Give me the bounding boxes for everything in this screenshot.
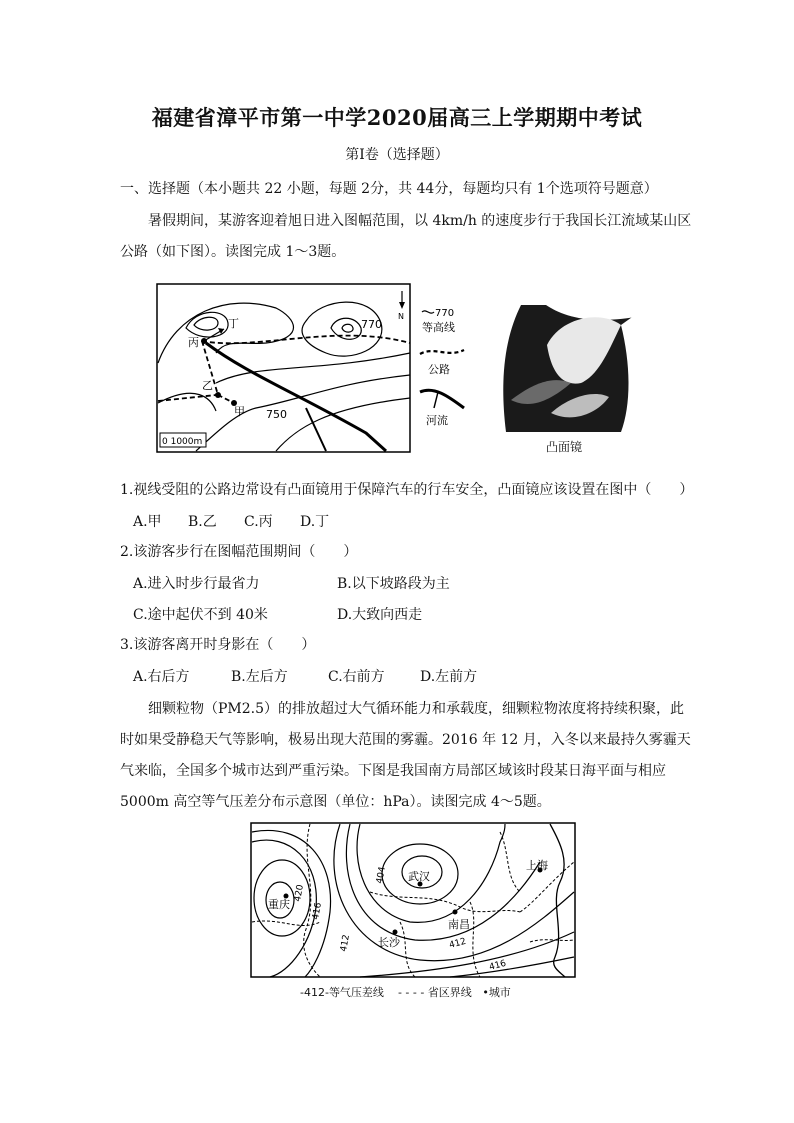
legend-border-icon: - - - - [397, 986, 425, 999]
legend-city-text: 城市 [488, 986, 511, 999]
point-bing-label: 丙 [188, 336, 199, 349]
city-changsha: 长沙 [378, 936, 400, 949]
q3-option-d: D.左前方 [420, 669, 478, 685]
q1-option-a: A.甲 [133, 514, 162, 530]
q2-option-a: A.进入时步行最省力 [133, 576, 260, 592]
legend-contour-text: 等高线 [422, 321, 455, 334]
point-ding-label: 丁 [228, 317, 239, 330]
page-title: 福建省漳平市第一中学2020届高三上学期期中考试 [151, 105, 643, 130]
intro2-line2: 时如果受静稳天气等影响，极易出现大范围的雾霾。2016 年 12 月，入冬以来最持久雾霾天 [120, 732, 691, 748]
legend-isobar-value: -412- [300, 986, 329, 999]
legend-road-text: 公路 [428, 363, 450, 376]
q2-option-c: C.途中起伏不到 40米 [133, 607, 268, 623]
intro1-line1: 暑假期间，某游客迎着旭日进入图幅范围，以 4km/h 的速度步行于我国长江流域某山区 [148, 213, 692, 229]
city-chongqing: 重庆 [268, 898, 290, 911]
figure1-legend [416, 300, 476, 430]
mirror-caption: 凸面镜 [546, 440, 583, 454]
q3-option-c: C.右前方 [328, 669, 385, 685]
q3-stem: 3.该游客离开时身影在（ ） [120, 637, 316, 653]
city-nanchang: 南昌 [448, 918, 470, 931]
isobar-label-420: 420 [293, 883, 306, 903]
q1-option-d: D.丁 [300, 514, 330, 530]
q1-option-c: C.丙 [244, 514, 273, 530]
legend-isobar-text: 等气压差线 [328, 986, 384, 999]
contour-map-figure [156, 283, 411, 453]
q1-stem: 1.视线受阻的公路边常设有凸面镜用于保障汽车的行车安全，凸面镜应该设置在图中（ ） [120, 482, 694, 498]
isobar-label-404: 404 [375, 865, 388, 885]
city-shanghai: 上海 [526, 859, 548, 872]
q1-option-b: B.乙 [188, 514, 217, 530]
north-label: N [398, 312, 404, 321]
convex-mirror-photo [491, 305, 635, 432]
isobar-label-412-a: 412 [339, 933, 352, 953]
intro1-line2: 公路（如下图）。读图完成 1～3题。 [120, 244, 346, 260]
contour-label-750: 750 [266, 408, 287, 421]
q3-option-b: B.左后方 [231, 669, 288, 685]
city-wuhan: 武汉 [408, 870, 430, 883]
legend-river-text: 河流 [426, 414, 448, 427]
legend-contour-value: 770 [435, 308, 455, 319]
isobar-map-figure [250, 822, 576, 978]
intro2-line1: 细颗粒物（PM2.5）的排放超过大气循环能力和承载度，细颗粒物浓度将持续积聚，此 [148, 701, 685, 717]
figure2-legend [300, 984, 511, 1000]
q2-stem: 2.该游客步行在图幅范围期间（ ） [120, 544, 358, 560]
point-jia-label: 甲 [234, 405, 245, 418]
point-yi-label: 乙 [202, 379, 213, 392]
q2-option-d: D.大致向西走 [337, 607, 423, 623]
section-subtitle: 第Ⅰ卷（选择题） [345, 147, 449, 163]
q2-option-b: B.以下坡路段为主 [337, 576, 450, 592]
isobar-label-416-a: 416 [311, 901, 324, 921]
isobar-label-412-b: 412 [448, 936, 468, 951]
q3-option-a: A.右后方 [133, 669, 190, 685]
isobar-label-416-b: 416 [488, 958, 508, 973]
contour-label-770: 770 [361, 318, 382, 331]
intro2-line4: 5000m 高空等气压差分布示意图（单位：hPa）。读图完成 4～5题。 [120, 794, 551, 810]
scale-label: 0 1000m [162, 437, 203, 447]
legend-city-icon: • [482, 986, 489, 999]
intro2-line3: 气来临，全国多个城市达到严重污染。下图是我国南方局部区域该时段某日海平面与相应 [120, 763, 666, 779]
legend-border-text: 省区界线 [427, 986, 472, 999]
section-heading: 一、选择题（本小题共 22 小题，每题 2分，共 44分，每题均只有 1个选项符号题意） [120, 181, 658, 197]
